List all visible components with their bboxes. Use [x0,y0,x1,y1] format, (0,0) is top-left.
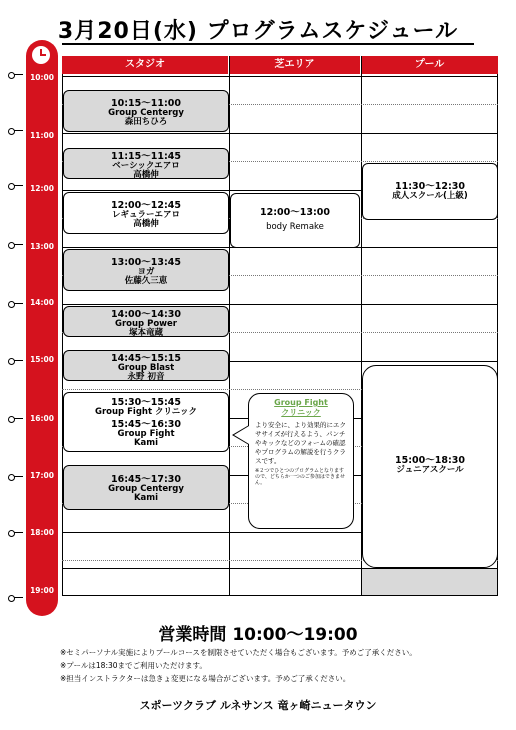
class-time: 11:30～12:30 [395,181,465,192]
class-time: 15:45～16:30 [111,419,181,430]
class-time: 10:15～11:00 [111,98,181,109]
whistle-icon [8,359,22,363]
whistle-icon [8,73,22,77]
class-card[interactable] [63,350,229,381]
time-label-15: 15:00 [30,355,54,364]
time-label-12: 12:00 [30,184,54,193]
class-name: 成人スクール(上級) [392,191,468,201]
class-name: レギュラーエアロ [111,210,180,220]
column-header-shiba: 芝エリア [229,56,361,74]
column-header-studio: スタジオ [62,56,229,74]
class-time: 14:45～15:15 [111,353,181,364]
page-title: 3月20日(水) プログラムスケジュール [57,19,459,44]
clock-icon [32,46,50,64]
class-time: 15:30～15:45 [111,397,181,408]
time-label-16: 16:00 [30,414,54,423]
class-instructor: 佐藤久三恵 [124,276,168,286]
note: ※プールは18:30までご利用いただけます。 [60,661,207,670]
class-time: 12:00～13:00 [260,207,330,218]
time-label-10: 10:00 [30,73,54,82]
hour-line [62,76,498,77]
time-label-18: 18:00 [30,528,54,537]
class-instructor: 高橋伸 [133,170,159,180]
callout-title: Group Fight [274,398,328,407]
class-time: 12:00～12:45 [111,200,181,211]
class-card[interactable] [63,148,229,179]
class-card[interactable] [63,465,229,510]
class-time: 14:00～14:30 [111,309,181,320]
class-time: 16:45～17:30 [111,474,181,485]
class-card[interactable] [63,90,229,132]
class-card[interactable] [63,192,229,234]
class-time: 13:00～13:45 [111,257,181,268]
whistle-icon [8,184,22,188]
class-card[interactable] [63,392,229,452]
class-name: Group Centergy [108,108,184,118]
time-label-17: 17:00 [30,471,54,480]
class-name: Group Fight [117,429,175,439]
whistle-icon [8,475,22,479]
hour-line [62,133,498,134]
time-label-19: 19:00 [30,586,54,595]
class-name: ベーシックエアロ [112,161,180,171]
whistle-icon [8,417,22,421]
callout-body: より安全に、より効果的にエクササイズが行えるよう、パンチやキックなどのフォームの確認やプログラムの解説を行うクラスです。 [255,421,346,465]
whistle-icon [8,596,22,600]
note: ※セミパーソナル実施によりプールコースを制限させていただく場合もございます。予めご了承ください。 [60,648,417,657]
whistle-icon [8,302,22,306]
class-instructor: Kami [133,493,159,503]
club-name: スポーツクラブ ルネサンス 竜ヶ崎ニュータウン [139,699,377,712]
whistle-icon [8,531,22,535]
whistle-icon [8,129,22,133]
business-hours: 営業時間 10:00～19:00 [158,625,358,645]
class-instructor: Kami [133,438,159,448]
column-header-pool: プール [361,56,498,74]
class-card[interactable] [63,249,229,291]
class-name: Group Fight クリニック [95,407,197,417]
clinic-callout [248,393,354,529]
whistle-icon [8,243,22,247]
class-card[interactable] [362,365,498,568]
class-name: Group Centergy [108,484,184,494]
time-label-14: 14:00 [30,298,54,307]
class-name: body Remake [266,222,324,232]
time-label-13: 13:00 [30,242,54,251]
class-instructor: 塚本竜蔵 [128,328,163,338]
class-time: 15:00～18:30 [395,455,465,466]
class-name: Group Power [115,319,177,329]
class-time: 11:15～11:45 [111,151,181,162]
hour-line [62,304,498,305]
callout-note: ※２つでひとつのプログラムとなりますので、どちらか一つのご参加はできません。 [255,468,345,486]
callout-arrow-inner [234,426,249,444]
class-name: Group Blast [117,363,175,373]
class-name: ジュニアスクール [396,465,464,475]
class-card[interactable] [362,163,498,220]
time-label-11: 11:00 [30,131,54,140]
class-name: ヨガ [137,267,155,277]
class-card[interactable] [230,193,360,248]
title-underline [62,43,474,45]
class-instructor: 高橋伸 [133,219,159,229]
class-instructor: 森田ちひろ [124,117,168,127]
class-instructor: 永野 初音 [127,372,165,382]
note: ※担当インストラクターは急きょ変更になる場合がございます。予めご了承ください。 [60,674,351,683]
column-divider [229,56,230,596]
callout-subtitle: クリニック [281,408,321,417]
pool-closed-area [362,569,497,595]
class-card[interactable] [63,306,229,337]
